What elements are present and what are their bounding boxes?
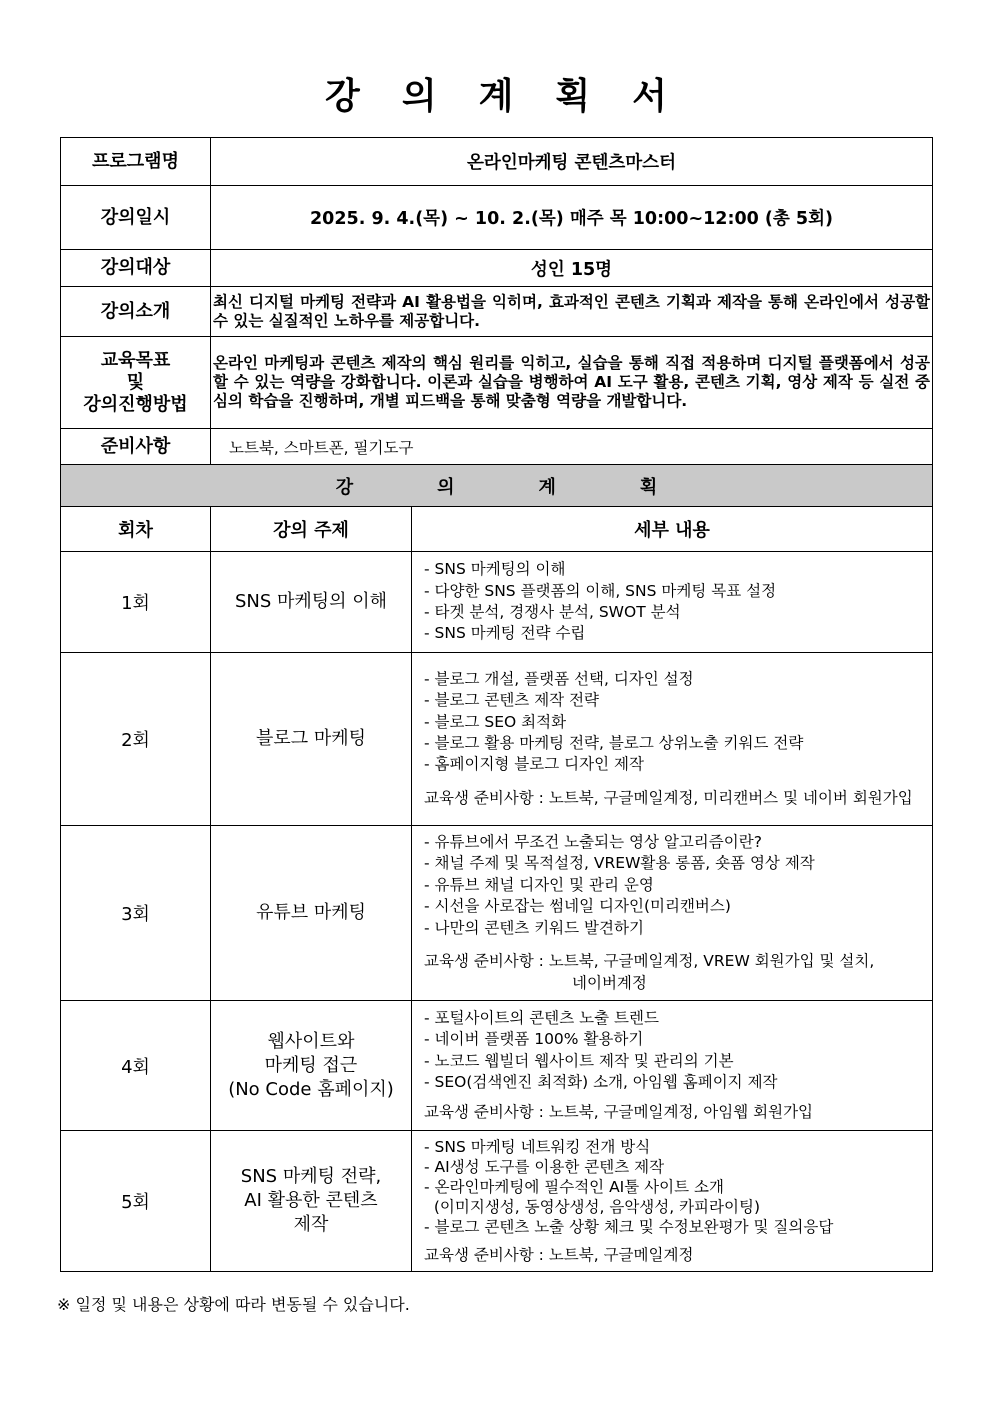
title-char: 서: [632, 76, 667, 117]
session-detail: [412, 653, 933, 826]
intro-value: 최신 디지털 마케팅 전략과 AI 활용법을 익히며, 효과적인 콘텐츠 기획과 제작을 통해 온라인에서 성공할 수 있는 실질적인 노하우를 제공합니다.: [211, 287, 933, 337]
program-value: 온라인마케팅 콘텐츠마스터: [211, 138, 933, 186]
session-prep: 교육생 준비사항 : 노트북, 구글메일계정, 미리캔버스 및 네이버 회원가입: [424, 788, 913, 807]
target-label: 강의대상: [61, 250, 211, 287]
topic-line: 마케팅 접근: [264, 1054, 358, 1076]
session-detail: [412, 552, 933, 653]
session-prep: 교육생 준비사항 : 노트북, 구글메일계정: [424, 1246, 694, 1264]
prep-row: [61, 429, 933, 465]
session-topic: [211, 826, 412, 1001]
target-row: [61, 250, 933, 287]
session-detail: [412, 1001, 933, 1131]
section-char: 의: [437, 476, 455, 498]
detail-item: - 블로그 개설, 플랫폼 선택, 디자인 설정: [424, 669, 694, 688]
session-prep-continued: 네이버계정: [572, 973, 647, 992]
date-row: [61, 186, 933, 250]
topic-line: SNS 마케팅 전략,: [240, 1166, 382, 1187]
plan-section-heading: [61, 465, 933, 507]
session-number: 2회: [61, 653, 211, 826]
session-detail: [412, 1131, 933, 1272]
session-row-1: [61, 552, 933, 653]
section-char: 획: [639, 476, 658, 498]
topic-line: 유튜브 마케팅: [255, 902, 367, 923]
detail-item: - 블로그 활용 마케팅 전략, 블로그 상위노출 키워드 전략: [424, 734, 804, 752]
detail-item: - 블로그 콘텐츠 노출 상황 체크 및 수정보완평가 및 질의응답: [424, 1218, 834, 1236]
topic-line: 제작: [293, 1214, 329, 1235]
session-number: 4회: [61, 1001, 211, 1131]
detail-item: - 다양한 SNS 플랫폼의 이해, SNS 마케팅 목표 설정: [424, 581, 777, 600]
date-value: 2025. 9. 4.(목) ~ 10. 2.(목) 매주 목 10:00~12:00 (총 5회): [211, 186, 933, 250]
intro-row: [61, 287, 933, 337]
session-row-2: [61, 653, 933, 826]
lecture-plan-table: [60, 137, 933, 1272]
session-prep: 교육생 준비사항 : 노트북, 구글메일계정, 아임웹 회원가입: [424, 1102, 814, 1121]
detail-item: - 타겟 분석, 경쟁사 분석, SWOT 분석: [424, 603, 681, 621]
detail-item: - 포털사이트의 콘텐츠 노출 트렌드: [424, 1008, 659, 1027]
goal-label: [61, 337, 211, 429]
footnote: ※ 일정 및 내용은 상황에 따라 변동될 수 있습니다.: [57, 1295, 410, 1314]
section-char: 강: [335, 476, 354, 498]
detail-item: - SNS 마케팅 전략 수립: [424, 624, 586, 643]
prep-value: 노트북, 스마트폰, 필기도구: [211, 429, 933, 465]
goal-label-line: 교육목표: [100, 349, 171, 371]
date-label: 강의일시: [61, 186, 211, 250]
topic-line: 웹사이트와: [267, 1030, 355, 1052]
detail-item: - SNS 마케팅의 이해: [424, 560, 566, 579]
session-topic: [211, 552, 412, 653]
section-char: 계: [538, 476, 556, 498]
detail-item: - 온라인마케팅에 필수적인 AI툴 사이트 소개: [424, 1178, 724, 1196]
detail-item: - 시선을 사로잡는 썸네일 디자인(미리캔버스): [424, 897, 731, 916]
goal-value: 온라인 마케팅과 콘텐츠 제작의 핵심 원리를 익히고, 실습을 통해 직접 적용하며 디지털 플랫폼에서 성공할 수 있는 역량을 강화합니다. 이론과 실습을 병행하여 AI 도구 활용, 콘텐츠 기획, 영상 제작 등 실전 중심의 학습을 진행하며, 개별 피드백을 통해 맞춤형 역량을 개발합니다.: [211, 337, 933, 429]
detail-item: - 블로그 콘텐츠 제작 전략: [424, 691, 600, 710]
prep-label: 준비사항: [61, 429, 211, 465]
detail-item: - 채널 주제 및 목적설정, VREW활용 롱폼, 숏폼 영상 제작: [424, 854, 815, 873]
target-value: 성인 15명: [211, 250, 933, 287]
detail-item: - 네이버 플랫폼 100% 활용하기: [424, 1030, 644, 1049]
detail-item: - SNS 마케팅 네트워킹 전개 방식: [424, 1138, 651, 1156]
intro-label: 강의소개: [61, 287, 211, 337]
title-char: 강: [325, 76, 360, 117]
session-topic: [211, 1131, 412, 1272]
plan-header-row: [61, 507, 933, 552]
session-row-4: [61, 1001, 933, 1131]
title-char: 의: [401, 76, 437, 117]
topic-line: AI 활용한 콘텐츠: [244, 1190, 378, 1211]
detail-item: - 유튜브 채널 디자인 및 관리 운영: [424, 875, 654, 894]
header-topic: 강의 주제: [211, 507, 412, 552]
session-detail: [412, 826, 933, 1001]
session-number: 3회: [61, 826, 211, 1001]
program-row: [61, 138, 933, 186]
detail-item: (이미지생성, 동영상생성, 음악생성, 카피라이팅): [424, 1198, 760, 1216]
title-char: 계: [478, 76, 514, 117]
topic-line: 블로그 마케팅: [255, 728, 367, 749]
session-number: 1회: [61, 552, 211, 653]
session-row-5: [61, 1131, 933, 1272]
detail-item: - SEO(검색엔진 최적화) 소개, 아임웹 홈페이지 제작: [424, 1073, 778, 1092]
goal-label-line: 및: [126, 371, 145, 393]
session-topic: [211, 1001, 412, 1131]
plan-section-row: [61, 465, 933, 507]
topic-line: SNS 마케팅의 이해: [234, 591, 388, 612]
header-session: 회차: [61, 507, 211, 552]
title-char: 획: [555, 76, 591, 117]
goal-label-line: 강의진행방법: [83, 393, 188, 415]
session-number: 5회: [61, 1131, 211, 1272]
header-detail: 세부 내용: [412, 507, 933, 552]
detail-item: - 유튜브에서 무조건 노출되는 영상 알고리즘이란?: [424, 833, 762, 852]
goal-row: [61, 337, 933, 429]
detail-item: - 블로그 SEO 최적화: [424, 712, 567, 731]
session-row-3: [61, 826, 933, 1001]
detail-item: - AI생성 도구를 이용한 콘텐츠 제작: [424, 1158, 665, 1176]
session-topic: [211, 653, 412, 826]
document-title: [0, 68, 992, 119]
detail-item: - 나만의 콘텐츠 키워드 발견하기: [424, 918, 644, 937]
detail-item: - 홈페이지형 블로그 디자인 제작: [424, 755, 644, 774]
program-label: 프로그램명: [61, 138, 211, 186]
topic-line: (No Code 홈페이지): [228, 1078, 394, 1100]
session-prep: 교육생 준비사항 : 노트북, 구글메일계정, VREW 회원가입 및 설치,: [424, 952, 875, 971]
detail-item: - 노코드 웹빌더 웹사이트 제작 및 관리의 기본: [424, 1051, 734, 1070]
